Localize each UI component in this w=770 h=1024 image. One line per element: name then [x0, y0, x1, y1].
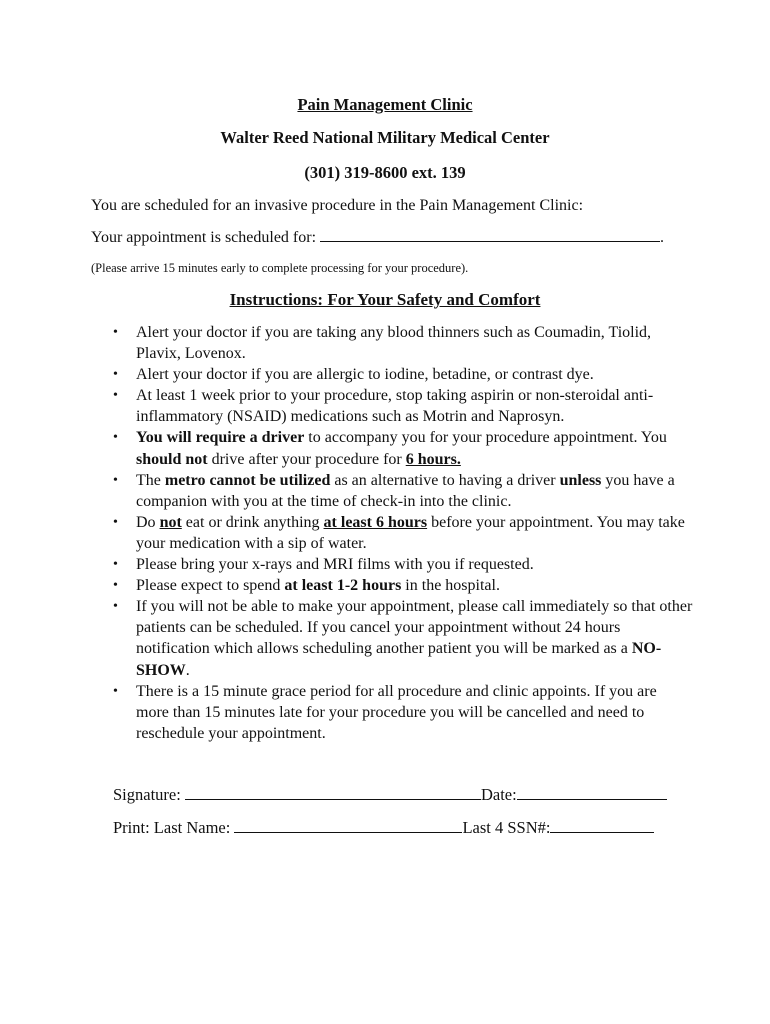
instruction-text: at least 6 hours [323, 513, 428, 531]
instruction-text: 6 hours. [405, 450, 461, 468]
instruction-text: should not [136, 450, 208, 468]
appointment-line [91, 228, 664, 248]
instruction-text: metro cannot be utilized [164, 471, 331, 489]
last4-ssn-label: Last 4 SSN#: [462, 818, 551, 837]
instruction-item [113, 554, 693, 575]
instruction-item [113, 512, 693, 554]
instruction-text: Do [136, 513, 160, 531]
date-field[interactable] [517, 786, 667, 800]
medical-center-name: Walter Reed National Military Medical Center [220, 128, 550, 147]
instruction-text: There is a 15 minute grace period for all procedure and clinic appoints. If you are more than 15 minutes late for your procedure you will be cancelled and need to reschedule your appointment. [136, 682, 657, 742]
appointment-label: Your appointment is scheduled for: [91, 229, 317, 246]
clinic-title: Pain Management Clinic [297, 95, 473, 114]
instruction-text: NO-SHOW [136, 640, 662, 679]
phone-number: (301) 319-8600 ext. 139 [304, 163, 466, 182]
instruction-text: Alert your doctor if you are taking any blood thinners such as Coumadin, Tiolid, Plavix, Lovenox. [136, 324, 652, 363]
instructions-list [113, 322, 693, 744]
arrival-note: (Please arrive 15 minutes early to complete processing for your procedure). [91, 261, 469, 275]
signature-label: Signature: [113, 785, 181, 804]
instruction-text: drive after your procedure for [207, 450, 406, 468]
instruction-item [113, 427, 693, 469]
instruction-text: as an alternative to having a driver [330, 471, 560, 489]
instruction-item [113, 596, 693, 680]
instruction-text: not [159, 513, 182, 531]
bullet-icon: • [113, 599, 118, 615]
instruction-text: If you will not be able to make your appointment, please call immediately so that other patients can be scheduled. If you cancel your appointment without 24 hours notification which allows scheduling another patient you will be marked as a [136, 598, 693, 658]
bullet-icon: • [113, 578, 118, 594]
last4-ssn-field[interactable] [550, 819, 654, 833]
instruction-item [113, 681, 693, 744]
instruction-text: to accompany you for your procedure appointment. You [304, 429, 667, 447]
instruction-item [113, 364, 693, 385]
instructions-title: Instructions: For Your Safety and Comfort [229, 290, 541, 309]
bullet-icon: • [113, 388, 118, 404]
appointment-blank-field[interactable] [320, 228, 660, 242]
instruction-text: in the hospital. [401, 577, 500, 595]
print-name-row [113, 817, 654, 839]
instruction-text: you have a companion with you at the time of check-in into the clinic. [136, 471, 675, 510]
instruction-text: . [185, 661, 190, 679]
instruction-text: At least 1 week prior to your procedure, stop taking aspirin or non-steroidal anti-inflammatory (NSAID) medications such as Motrin and Naprosyn. [136, 387, 654, 426]
bullet-icon: • [113, 430, 118, 446]
instruction-item [113, 385, 693, 427]
instruction-text: Alert your doctor if you are allergic to iodine, betadine, or contrast dye. [136, 366, 594, 384]
instruction-item [113, 470, 693, 512]
instruction-text: The [136, 471, 165, 489]
bullet-icon: • [113, 514, 118, 530]
signature-row [113, 784, 667, 806]
signature-field[interactable] [185, 786, 481, 800]
instruction-item [113, 575, 693, 596]
bullet-icon: • [113, 472, 118, 488]
instruction-text: at least 1-2 hours [284, 577, 402, 595]
bullet-icon: • [113, 325, 118, 340]
bullet-icon: • [113, 367, 118, 383]
appointment-period: . [660, 229, 665, 246]
instruction-item [113, 322, 693, 364]
instruction-text: eat or drink anything [181, 513, 324, 531]
bullet-icon: • [113, 683, 118, 699]
instruction-text: unless [559, 471, 602, 489]
bullet-icon: • [113, 557, 118, 573]
instruction-text: before your appointment. You may take your medication with a sip of water. [136, 513, 685, 552]
instruction-text: You will require a driver [136, 429, 305, 447]
date-label: Date: [480, 785, 517, 804]
last-name-field[interactable] [234, 819, 462, 833]
print-last-name-label: Print: Last Name: [113, 818, 231, 837]
scheduled-statement: You are scheduled for an invasive procedure in the Pain Management Clinic: [91, 197, 584, 214]
instruction-text: Please bring your x-rays and MRI films with you if requested. [136, 556, 534, 574]
instruction-text: Please expect to spend [136, 577, 285, 595]
